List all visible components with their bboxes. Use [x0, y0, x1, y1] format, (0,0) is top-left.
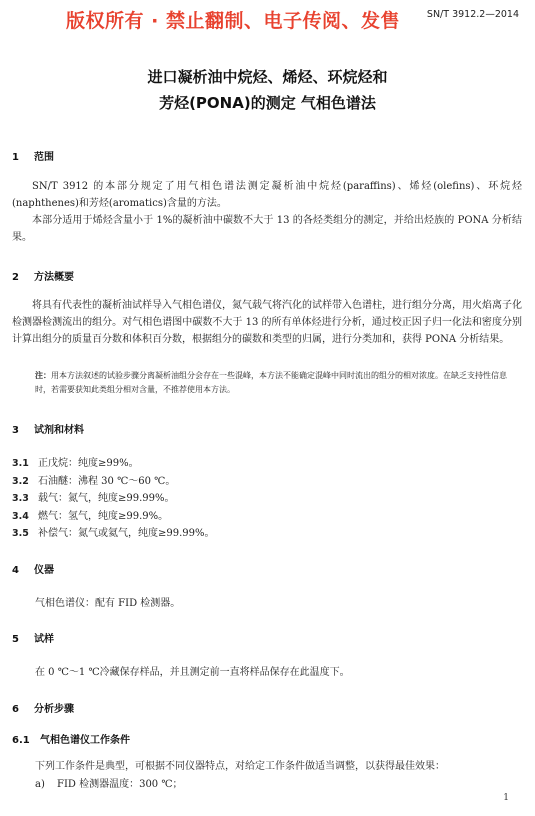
section-number: 3	[12, 425, 19, 436]
clause-number: 3.4	[12, 511, 29, 522]
clause-number: 3.1	[12, 458, 29, 469]
section-5-heading	[12, 630, 54, 645]
section-5-text: 在 0 ℃～1 ℃冷藏保存样品，并且测定前一直将样品保存在此温度下。	[35, 667, 350, 678]
subsection-title: 气相色谱仪工作条件	[40, 735, 130, 746]
note-label: 注：	[35, 371, 51, 380]
section-6-text: 下列工作条件是典型，可根据不同仪器特点，对给定工作条件做适当调整，以获得最佳效果：	[35, 761, 445, 772]
section-number: 5	[12, 634, 19, 645]
note-text: 用本方法叙述的试验步骤分离凝析油组分会存在一些混峰，本方法不能确定混峰中同时流出的组分的相对浓度。在缺乏支持性信息时，若需要获知此类组分相对含量，不推荐使用本方法。	[35, 371, 507, 394]
item-text: FID 检测器温度：300 ℃；	[57, 779, 183, 790]
list-item	[12, 489, 175, 504]
section-4-text: 气相色谱仪：配有 FID 检测器。	[35, 598, 181, 609]
item-label: a)	[35, 779, 45, 790]
section-title: 分析步骤	[34, 704, 74, 715]
section-1-heading	[12, 148, 54, 163]
section-number: 4	[12, 565, 19, 576]
section-title: 范围	[34, 152, 54, 163]
watermark-banner: 版权所有 · 禁止翻制、电子传阅、发售	[66, 10, 400, 32]
page-number: 1	[503, 793, 509, 803]
section-number: 2	[12, 272, 19, 283]
section-number: 6	[12, 704, 19, 715]
section-6-heading	[12, 700, 74, 715]
clause-number: 3.3	[12, 493, 29, 504]
clause-text: 石油醚：沸程 30 ℃～60 ℃。	[38, 476, 176, 487]
document-title-line-2: 芳烃(PONA)的测定 气相色谱法	[159, 94, 376, 112]
list-item	[12, 524, 215, 539]
clause-number: 3.2	[12, 476, 29, 487]
section-title: 方法概要	[34, 272, 74, 283]
section-4-heading	[12, 561, 54, 576]
subsection-6-1-heading	[12, 731, 130, 746]
section-title: 试样	[34, 634, 54, 645]
clause-text: 正戊烷：纯度≥99%。	[38, 458, 139, 469]
section-2-heading	[12, 268, 74, 283]
section-number: 1	[12, 152, 19, 163]
clause-text: 载气：氮气，纯度≥99.99%。	[38, 493, 175, 504]
section-1-paragraph-1: SN/T 3912 的本部分规定了用气相色谱法测定凝析油中烷烃(paraffins)、烯烃(olefins)、环烷烃(naphthenes)和芳烃(aromatics)含量的方法。	[12, 181, 522, 209]
document-number: SN/T 3912.2—2014	[426, 9, 519, 20]
list-item-a	[35, 775, 183, 790]
clause-text: 燃气：氢气，纯度≥99.9%。	[38, 511, 169, 522]
list-item	[12, 472, 175, 487]
list-item	[12, 507, 168, 522]
section-3-heading	[12, 421, 84, 436]
section-title: 试剂和材料	[34, 425, 84, 436]
section-title: 仪器	[34, 565, 54, 576]
subsection-number: 6.1	[12, 735, 30, 746]
section-1-paragraph-2: 本部分适用于烯烃含量小于 1%的凝析油中碳数不大于 13 的各烃类组分的测定，并给出烃族的 PONA 分析结果。	[12, 215, 522, 243]
document-title-line-1: 进口凝析油中烷烃、烯烃、环烷烃和	[147, 68, 388, 86]
list-item	[12, 454, 139, 469]
clause-text: 补偿气：氮气或氦气，纯度≥99.99%。	[38, 528, 215, 539]
section-2-note	[35, 369, 522, 397]
section-2-paragraph: 将具有代表性的凝析油试样导入气相色谱仪，氮气载气将汽化的试样带入色谱柱，进行组分分离，用火焰离子化检测器检测流出的组分。对气相色谱图中碳数不大于 13 的所有单体烃进行分析，通过校正因子归一化法和密度分别计算出组分的质量百分数和体积百分数，根据组分的碳数和类型的归属，进行分类加和，获得 PONA 分析结果。	[12, 300, 522, 345]
clause-number: 3.5	[12, 528, 29, 539]
